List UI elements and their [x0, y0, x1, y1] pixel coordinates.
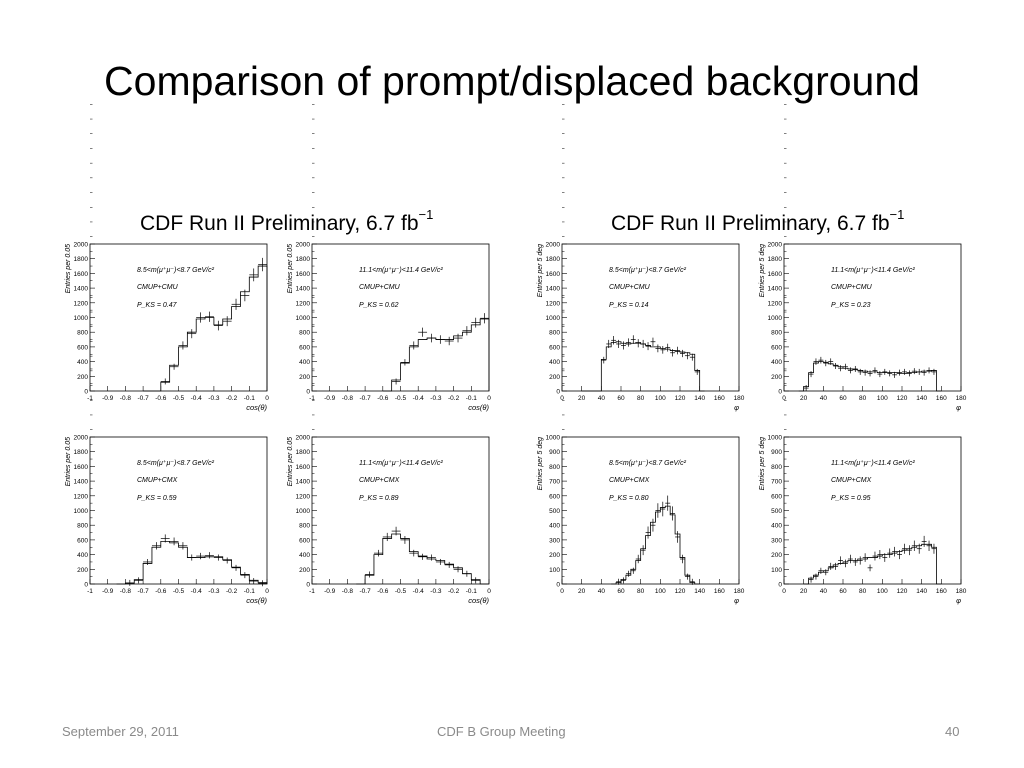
- x-tick-label: -0.9: [324, 588, 336, 595]
- x-tick-label: -0.4: [190, 588, 202, 595]
- cdf-header-exponent: −1: [418, 207, 434, 222]
- x-tick-label: -0.7: [137, 395, 149, 402]
- y-tick-label: 400: [299, 552, 310, 560]
- y-tick-label: 1000: [767, 315, 782, 322]
- x-tick-label: -0.6: [377, 395, 389, 402]
- x-tick-label: 20: [578, 395, 586, 402]
- y-tick-label: 800: [77, 329, 88, 337]
- x-tick-label: 0: [265, 395, 269, 402]
- x-tick-label: -0.9: [324, 395, 336, 402]
- histogram-line: [383, 319, 489, 391]
- y-tick-label: 200: [299, 373, 310, 381]
- y-tick-label: 2000: [73, 241, 88, 249]
- cdf-header-text: CDF Run II Preliminary, 6.7 fb: [611, 212, 890, 235]
- y-tick-label: 1800: [73, 256, 88, 264]
- x-tick-label: 20: [800, 588, 808, 595]
- x-tick-label: -0.2: [447, 588, 460, 595]
- x-tick-label: 20: [578, 588, 586, 595]
- y-tick-label: 1800: [73, 449, 88, 457]
- x-tick-label: 120: [896, 395, 908, 402]
- x-tick-label: -0.8: [341, 395, 354, 402]
- x-axis-label: cos(θ): [468, 596, 489, 605]
- y-tick-label: 800: [299, 522, 310, 530]
- y-tick-label: 1600: [767, 270, 782, 278]
- x-tick-label: 140: [694, 588, 706, 595]
- x-tick-label: 80: [637, 395, 645, 402]
- y-tick-label: 0: [84, 581, 88, 589]
- x-tick-label: 100: [654, 588, 666, 595]
- y-tick-label: 1200: [73, 493, 88, 501]
- x-tick-label: -0.6: [155, 395, 167, 402]
- y-tick-label: 1000: [545, 434, 560, 442]
- y-tick-label: 0: [306, 388, 310, 396]
- x-tick-label: -0.3: [430, 588, 442, 595]
- x-tick-label: 40: [819, 588, 827, 595]
- y-axis-label: Entries per 5 deg: [537, 437, 544, 491]
- y-tick-label: 1400: [295, 478, 310, 486]
- y-tick-label: 1400: [767, 285, 782, 293]
- x-tick-label: 60: [839, 395, 847, 402]
- x-tick-label: 40: [597, 588, 605, 595]
- ks-probability-label: P_KS = 0.95: [831, 495, 871, 502]
- footer-date: September 29, 2011: [62, 724, 179, 739]
- y-tick-label: 600: [299, 344, 310, 352]
- y-tick-label: 600: [549, 493, 560, 501]
- x-tick-label: 60: [839, 588, 847, 595]
- ks-probability-label: P_KS = 0.80: [609, 495, 649, 502]
- y-tick-label: 1000: [73, 508, 88, 515]
- y-axis-label: Entries per 0.05: [287, 244, 294, 294]
- y-tick-label: 2000: [545, 241, 560, 249]
- mass-range-label: 8.5<m(μ⁺μ⁻)<8.7 GeV/c²: [609, 460, 686, 467]
- y-tick-label: 1000: [73, 315, 88, 322]
- mass-range-label: 11.1<m(μ⁺μ⁻)<11.4 GeV/c²: [359, 460, 443, 467]
- y-tick-label: 200: [771, 373, 782, 381]
- ks-probability-label: P_KS = 0.14: [609, 302, 649, 309]
- x-axis-label: φ: [956, 596, 961, 605]
- mass-range-label: 8.5<m(μ⁺μ⁻)<8.7 GeV/c²: [137, 460, 214, 467]
- y-tick-label: 1600: [295, 270, 310, 278]
- x-tick-label: -0.8: [119, 395, 132, 402]
- x-tick-label: 160: [713, 395, 725, 402]
- y-tick-label: 700: [549, 478, 560, 486]
- trigger-label: CMUP+CMU: [359, 284, 400, 291]
- x-tick-label: 140: [916, 588, 928, 595]
- y-tick-label: 400: [77, 359, 88, 367]
- y-tick-label: 400: [549, 522, 560, 530]
- x-tick-label: 20: [800, 395, 808, 402]
- x-tick-label: 120: [674, 395, 686, 402]
- x-axis-label: φ: [734, 596, 739, 605]
- x-tick-label: -0.5: [394, 395, 407, 402]
- y-axis-label: Entries per 5 deg: [759, 244, 766, 298]
- x-axis-label: φ: [734, 403, 739, 412]
- x-tick-label: 120: [896, 588, 908, 595]
- histogram-panel: [65, 104, 269, 412]
- trigger-label: CMUP+CMU: [831, 284, 872, 291]
- x-tick-label: -0.1: [243, 588, 255, 595]
- footer-center: CDF B Group Meeting: [437, 724, 566, 739]
- cdf-header-text: CDF Run II Preliminary, 6.7 fb: [140, 212, 419, 235]
- y-tick-label: 300: [771, 537, 782, 545]
- x-axis-label: cos(θ): [246, 596, 267, 605]
- x-tick-label: 100: [876, 395, 888, 402]
- y-tick-label: 1200: [545, 300, 560, 308]
- y-tick-label: 1200: [295, 300, 310, 308]
- x-tick-label: -0.9: [102, 395, 114, 402]
- y-tick-label: 1800: [295, 449, 310, 457]
- histogram-line: [117, 541, 267, 584]
- x-tick-label: -1: [87, 588, 93, 595]
- histogram-panel: [287, 104, 491, 412]
- histogram-panel: [759, 297, 967, 605]
- footer-page-number: 40: [945, 724, 960, 739]
- x-tick-label: -0.2: [225, 588, 238, 595]
- x-tick-label: 40: [819, 395, 827, 402]
- x-tick-label: 80: [859, 395, 867, 402]
- histogram-panel: [65, 297, 269, 605]
- x-tick-label: 140: [694, 395, 706, 402]
- y-tick-label: 200: [77, 373, 88, 381]
- y-tick-label: 2000: [767, 241, 782, 249]
- histogram-panel: [287, 297, 491, 605]
- y-tick-label: 1000: [295, 508, 310, 515]
- y-tick-label: 1800: [545, 256, 560, 264]
- trigger-label: CMUP+CMU: [609, 284, 650, 291]
- ks-probability-label: P_KS = 0.62: [359, 302, 399, 309]
- x-tick-label: -0.1: [465, 395, 477, 402]
- trigger-label: CMUP+CMX: [609, 477, 650, 484]
- y-axis-label: Entries per 0.05: [287, 437, 294, 487]
- y-tick-label: 200: [549, 373, 560, 381]
- x-tick-label: 160: [935, 395, 947, 402]
- x-tick-label: 180: [955, 395, 967, 402]
- x-tick-label: -0.7: [359, 588, 371, 595]
- y-tick-label: 1400: [73, 478, 88, 486]
- y-tick-label: 200: [549, 552, 560, 560]
- y-tick-label: 200: [771, 552, 782, 560]
- x-tick-label: 160: [713, 588, 725, 595]
- y-tick-label: 2000: [295, 241, 310, 249]
- y-tick-label: 900: [549, 449, 560, 457]
- y-tick-label: 600: [77, 537, 88, 545]
- mass-range-label: 8.5<m(μ⁺μ⁻)<8.7 GeV/c²: [609, 267, 686, 274]
- x-tick-label: 0: [782, 588, 786, 595]
- y-tick-label: 400: [299, 359, 310, 367]
- x-tick-label: -1: [309, 588, 315, 595]
- y-tick-label: 1600: [73, 270, 88, 278]
- ks-probability-label: P_KS = 0.59: [137, 495, 177, 502]
- x-tick-label: -0.2: [447, 395, 460, 402]
- x-tick-label: 60: [617, 588, 625, 595]
- x-tick-label: -0.4: [412, 395, 424, 402]
- y-tick-label: 2000: [73, 434, 88, 442]
- x-tick-label: 0: [560, 588, 564, 595]
- x-tick-label: 160: [935, 588, 947, 595]
- x-tick-label: 100: [876, 588, 888, 595]
- x-tick-label: 180: [733, 395, 745, 402]
- x-tick-label: -0.6: [155, 588, 167, 595]
- mass-range-label: 11.1<m(μ⁺μ⁻)<11.4 GeV/c²: [831, 460, 915, 467]
- x-tick-label: -0.5: [172, 395, 185, 402]
- x-tick-label: 180: [733, 588, 745, 595]
- y-tick-label: 1600: [295, 463, 310, 471]
- y-tick-label: 100: [771, 566, 782, 574]
- x-tick-label: 120: [674, 588, 686, 595]
- y-tick-label: 800: [771, 463, 782, 471]
- ks-probability-label: P_KS = 0.23: [831, 302, 871, 309]
- y-tick-label: 800: [299, 329, 310, 337]
- ks-probability-label: P_KS = 0.47: [137, 302, 177, 309]
- y-tick-label: 0: [556, 581, 560, 589]
- slide-title: Comparison of prompt/displaced background: [104, 58, 920, 104]
- x-tick-label: -0.3: [208, 588, 220, 595]
- x-tick-label: -0.8: [119, 588, 132, 595]
- y-tick-label: 400: [77, 552, 88, 560]
- y-tick-label: 500: [771, 508, 782, 515]
- ks-probability-label: P_KS = 0.89: [359, 495, 399, 502]
- y-tick-label: 1200: [295, 493, 310, 501]
- trigger-label: CMUP+CMU: [137, 284, 178, 291]
- x-tick-label: -0.3: [430, 395, 442, 402]
- x-tick-label: 100: [654, 395, 666, 402]
- y-tick-label: 300: [549, 537, 560, 545]
- x-tick-label: -0.2: [225, 395, 238, 402]
- y-tick-label: 800: [77, 522, 88, 530]
- x-tick-label: -0.5: [172, 588, 185, 595]
- x-axis-label: cos(θ): [468, 403, 489, 412]
- y-tick-label: 1600: [73, 463, 88, 471]
- y-tick-label: 0: [84, 388, 88, 396]
- cdf-header-exponent: −1: [889, 207, 905, 222]
- y-tick-label: 1200: [767, 300, 782, 308]
- y-tick-label: 600: [549, 344, 560, 352]
- y-tick-label: 600: [77, 344, 88, 352]
- x-tick-label: 0: [487, 395, 491, 402]
- y-axis-label: Entries per 0.05: [65, 244, 72, 294]
- x-tick-label: 0: [782, 395, 786, 402]
- y-tick-label: 0: [778, 581, 782, 589]
- trigger-label: CMUP+CMX: [831, 477, 872, 484]
- y-tick-label: 1800: [767, 256, 782, 264]
- x-tick-label: 60: [617, 395, 625, 402]
- y-tick-label: 700: [771, 478, 782, 486]
- y-tick-label: 0: [306, 581, 310, 589]
- mass-range-label: 11.1<m(μ⁺μ⁻)<11.4 GeV/c²: [831, 267, 915, 274]
- x-tick-label: 80: [637, 588, 645, 595]
- mass-range-label: 11.1<m(μ⁺μ⁻)<11.4 GeV/c²: [359, 267, 443, 274]
- y-tick-label: 1400: [295, 285, 310, 293]
- y-axis-label: Entries per 0.05: [65, 437, 72, 487]
- x-tick-label: 80: [859, 588, 867, 595]
- x-tick-label: -0.1: [465, 588, 477, 595]
- y-tick-label: 0: [556, 388, 560, 396]
- y-tick-label: 600: [299, 537, 310, 545]
- y-tick-label: 800: [549, 463, 560, 471]
- y-tick-label: 800: [549, 329, 560, 337]
- y-tick-label: 2000: [295, 434, 310, 442]
- y-tick-label: 200: [77, 566, 88, 574]
- x-tick-label: -0.8: [341, 588, 354, 595]
- x-tick-label: -0.1: [243, 395, 255, 402]
- y-tick-label: 500: [549, 508, 560, 515]
- mass-range-label: 8.5<m(μ⁺μ⁻)<8.7 GeV/c²: [137, 267, 214, 274]
- x-tick-label: 0: [487, 588, 491, 595]
- x-tick-label: -0.6: [377, 588, 389, 595]
- y-tick-label: 600: [771, 493, 782, 501]
- y-tick-label: 1800: [295, 256, 310, 264]
- y-tick-label: 800: [771, 329, 782, 337]
- y-axis-label: Entries per 5 deg: [537, 244, 544, 298]
- y-tick-label: 200: [299, 566, 310, 574]
- x-tick-label: -1: [309, 395, 315, 402]
- y-tick-label: 400: [771, 522, 782, 530]
- x-tick-label: -1: [87, 395, 93, 402]
- histogram-panel: [759, 104, 967, 412]
- y-tick-label: 1400: [73, 285, 88, 293]
- y-tick-label: 1400: [545, 285, 560, 293]
- trigger-label: CMUP+CMX: [359, 477, 400, 484]
- x-tick-label: -0.3: [208, 395, 220, 402]
- y-tick-label: 1000: [545, 315, 560, 322]
- y-tick-label: 600: [771, 344, 782, 352]
- y-tick-label: 900: [771, 449, 782, 457]
- x-tick-label: 180: [955, 588, 967, 595]
- y-tick-label: 400: [549, 359, 560, 367]
- y-tick-label: 100: [549, 566, 560, 574]
- y-tick-label: 400: [771, 359, 782, 367]
- x-tick-label: -0.4: [190, 395, 202, 402]
- y-tick-label: 1000: [767, 434, 782, 442]
- x-axis-label: cos(θ): [246, 403, 267, 412]
- x-tick-label: 0: [560, 395, 564, 402]
- histogram-panel: [537, 104, 745, 412]
- x-tick-label: -0.9: [102, 588, 114, 595]
- y-tick-label: 1600: [545, 270, 560, 278]
- y-tick-label: 1000: [295, 315, 310, 322]
- x-tick-label: -0.4: [412, 588, 424, 595]
- x-tick-label: 40: [597, 395, 605, 402]
- trigger-label: CMUP+CMX: [137, 477, 178, 484]
- histogram-line: [582, 342, 705, 391]
- y-tick-label: 0: [778, 388, 782, 396]
- x-tick-label: -0.7: [359, 395, 371, 402]
- x-axis-label: φ: [956, 403, 961, 412]
- x-tick-label: -0.7: [137, 588, 149, 595]
- histogram-line: [804, 544, 942, 584]
- y-axis-label: Entries per 5 deg: [759, 437, 766, 491]
- histogram-line: [611, 506, 700, 584]
- x-tick-label: 140: [916, 395, 928, 402]
- x-tick-label: -0.5: [394, 588, 407, 595]
- x-tick-label: 0: [265, 588, 269, 595]
- y-tick-label: 1200: [73, 300, 88, 308]
